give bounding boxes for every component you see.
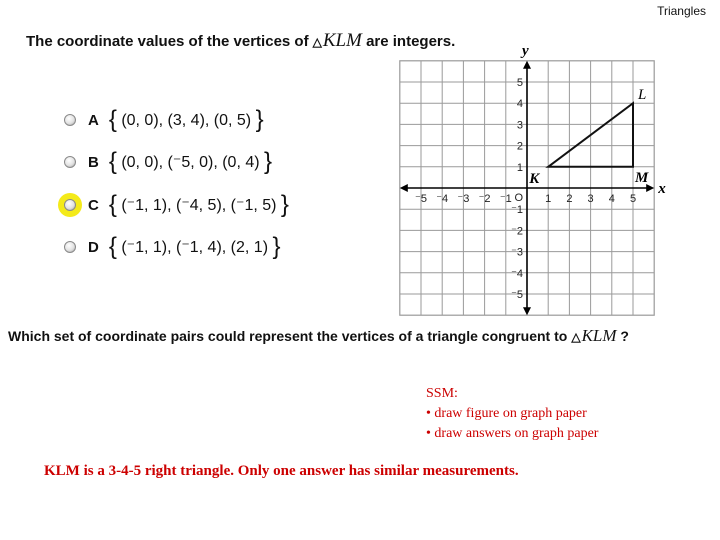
x-tick-label: 5: [629, 193, 637, 205]
option-values: (0, 0), (3, 4), (0, 5): [121, 112, 252, 129]
triangle-name: KLM: [581, 326, 617, 345]
x-tick-label: ⁻2: [478, 193, 491, 205]
y-tick-label: ⁻5: [511, 289, 523, 301]
question-suffix: are integers.: [366, 33, 456, 50]
x-tick-label: ⁻1: [499, 193, 512, 205]
x-tick-label: ⁻3: [457, 193, 470, 205]
option-set: { (0, 0), (3, 4), (0, 5) }: [108, 106, 264, 133]
vertex-label-m: M: [635, 169, 649, 186]
vertex-label-k: K: [529, 170, 540, 187]
hint-note: KLM is a 3-4-5 right triangle. Only one answer has similar measurements.: [44, 463, 519, 479]
origin-label: O: [514, 192, 523, 204]
option-set: { (⁻1, 1), (⁻1, 4), (2, 1) }: [108, 233, 281, 260]
ssm-item: • draw figure on graph paper: [426, 406, 587, 421]
y-tick-label: ⁻1: [511, 204, 523, 217]
triangle-symbol-icon: △: [571, 330, 581, 344]
y-tick-label: 3: [516, 119, 523, 132]
x-tick-label: ⁻5: [415, 193, 427, 205]
option-letter: A: [88, 111, 99, 129]
option-values: (⁻1, 1), (⁻4, 5), (⁻1, 5): [121, 197, 277, 214]
triangle-symbol-icon: △: [312, 35, 322, 49]
prompt-lead: Which set of coordinate pairs could represent the vertices of a triangle congruent to: [8, 328, 568, 344]
y-tick-label: ⁻3: [511, 246, 523, 259]
y-tick-label: 1: [516, 161, 523, 174]
x-axis-label: x: [658, 181, 666, 197]
prompt-text: [8, 326, 629, 346]
vertex-label-l: L: [638, 87, 647, 104]
option-set: { (0, 0), (⁻5, 0), (0, 4) }: [108, 148, 273, 175]
x-tick-label: 2: [566, 193, 573, 205]
option-values: (0, 0), (⁻5, 0), (0, 4): [121, 154, 260, 171]
x-tick-label: 3: [587, 193, 594, 205]
page-title: Triangles: [657, 4, 706, 18]
triangle-name: KLM: [322, 30, 362, 51]
x-tick-label: ⁻4: [436, 193, 449, 205]
option-letter: C: [88, 196, 99, 214]
ssm-notes: [426, 384, 598, 444]
y-tick-label: 4: [516, 98, 523, 111]
ssm-item: • draw answers on graph paper: [426, 426, 599, 441]
x-tick-label: 4: [608, 193, 615, 205]
y-tick-label: ⁻2: [511, 225, 523, 238]
prompt-suffix: ?: [620, 328, 629, 344]
option-values: (⁻1, 1), (⁻1, 4), (2, 1): [121, 239, 269, 256]
option-set: { (⁻1, 1), (⁻4, 5), (⁻1, 5) }: [108, 191, 289, 218]
y-tick-label: 5: [516, 77, 523, 89]
x-tick-label: 1: [545, 193, 552, 205]
option-letter: D: [88, 238, 99, 256]
option-letter: B: [88, 153, 99, 171]
ssm-title: SSM:: [426, 386, 458, 401]
y-tick-label: 2: [516, 140, 523, 153]
y-tick-label: ⁻4: [511, 267, 523, 280]
y-axis-label: y: [522, 42, 529, 59]
question-lead: The coordinate values of the vertices of: [26, 33, 309, 50]
